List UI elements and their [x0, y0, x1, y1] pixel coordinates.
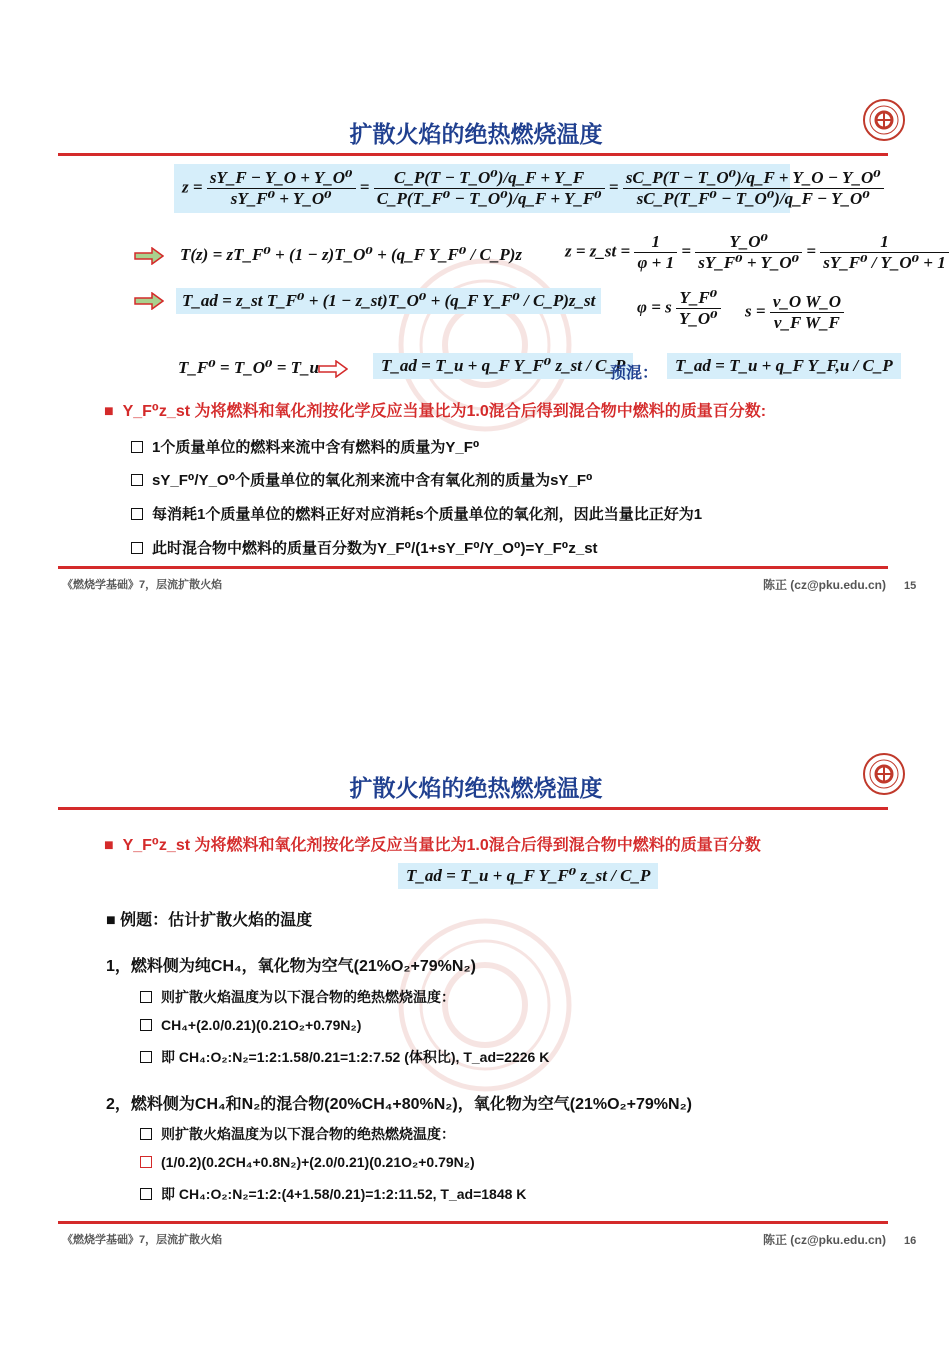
equation-premix: T_ad = T_u + q_F Y_F,u / C_P [667, 353, 901, 379]
page-number: 16 [904, 1235, 917, 1247]
bullet-square-icon: ■ [106, 912, 121, 929]
checkbox-square-icon [140, 1019, 152, 1031]
footer-divider [58, 1221, 888, 1224]
checkbox-square-icon [140, 1128, 152, 1140]
footer-author: 陈正 (cz@pku.edu.cn) [762, 578, 886, 592]
slide-16 [0, 660, 952, 1300]
slide-15 [0, 0, 952, 640]
bullet-main-statement: ■ Y_F⁰z_st 为将燃料和氧化剂按化学反应当量比为1.0混合后得到混合物中燃料的质量百分数: [104, 403, 767, 420]
list-item: 此时混合物中燃料的质量百分数为Y_F⁰/(1+sY_F⁰/Y_O⁰)=Y_F⁰z_st [131, 537, 598, 558]
page-title: 扩散火焰的绝热燃烧温度 [349, 121, 603, 147]
list-item: (1/0.2)(0.2CH₄+0.8N₂)+(2.0/0.21)(0.21O₂+0.79N₂) [140, 1154, 475, 1170]
list-item: 则扩散火焰温度为以下混合物的绝热燃烧温度： [140, 987, 455, 1007]
equation-t-of-z: T(z) = zT_F⁰ + (1 − z)T_O⁰ + (q_F Y_F⁰ / C_P)z [180, 245, 523, 264]
bullet-main-statement: ■ Y_F⁰z_st 为将燃料和氧化剂按化学反应当量比为1.0混合后得到混合物中燃料的质量百分数 [104, 837, 761, 854]
equation-t-adiabatic-simple: T_ad = T_u + q_F Y_F⁰ z_st / C_P [398, 863, 658, 889]
list-item: 每消耗1个质量单位的燃料正好对应消耗s个质量单位的氧化剂，因此当量比正好为1 [131, 503, 702, 524]
arrow-right-icon [318, 360, 348, 378]
checkbox-square-icon [131, 508, 143, 520]
arrow-right-icon [134, 292, 164, 310]
title-divider [58, 153, 888, 156]
footer-course: 《燃烧学基础》7，层流扩散火焰 [62, 1234, 223, 1246]
list-item: 即 CH₄:O₂:N₂=1:2:(4+1.58/0.21)=1:2:11.52, T_ad=1848 K [140, 1184, 526, 1204]
bullet-square-icon: ■ [104, 837, 123, 854]
list-item: 1个质量单位的燃料来流中含有燃料的质量为Y_F⁰ [131, 436, 479, 457]
checkbox-square-icon [131, 441, 143, 453]
checkbox-square-icon [131, 542, 143, 554]
case1-heading: 1，燃料侧为纯CH₄，氧化物为空气(21%O₂+79%N₂) [106, 958, 476, 975]
equation-t-adiabatic: T_ad = z_st T_F⁰ + (1 − z_st)T_O⁰ + (q_F Y_F⁰ / C_P)z_st [176, 288, 601, 314]
pku-logo-icon [862, 752, 906, 796]
equation-z-definition: z = $\frac{\text{sY\_F − Y\_O + Y\_O⁰}}{\text{sY\_F⁰ + Y\_O⁰}}$ = $\frac{\text{C\_P(T − T\_O⁰)/q\_F + Y\_F}}{\text{C\_P(T\_F⁰ − T\_O⁰)/q\_F + Y\_F⁰}}$ = $\frac{\text{sC\_P(T − T\_O⁰)/q\_F + Y\_O − Y\_O⁰}}{\text{sC\_P(T\_F⁰ − T\_O⁰)/q\_F − Y\_O⁰}}$ [174, 164, 790, 213]
equation-phi: φ = s $\frac{\text{Y\_F⁰}}{\text{Y\_O⁰}}$ [637, 288, 721, 329]
footer-divider [58, 566, 888, 569]
title-divider [58, 807, 888, 810]
equation-equal-temperatures: T_F⁰ = T_O⁰ = T_u [178, 358, 319, 377]
equation-s: s = $\frac{\text{ν\_O W\_O}}{\text{ν\_F W\_F}}$ [745, 292, 844, 333]
page-title: 扩散火焰的绝热燃烧温度 [349, 775, 603, 801]
example-heading: ■ 例题：估计扩散火焰的温度 [106, 912, 313, 929]
checkbox-square-icon [140, 1188, 152, 1200]
checkbox-square-icon [140, 1156, 152, 1168]
list-item: 则扩散火焰温度为以下混合物的绝热燃烧温度： [140, 1124, 455, 1144]
equation-z-stoich: z = z_st = $\frac{1}{\varphi + 1}$ = $\frac{\text{Y\_O⁰}}{\text{sY\_F⁰ + Y\_O⁰}}$ = $\frac{1}{\text{sY\_F⁰ / Y\_O⁰ + 1}}$ [565, 232, 949, 273]
pku-logo-icon [862, 98, 906, 142]
list-item: 即 CH₄:O₂:N₂=1:2:1.58/0.21=1:2:7.52 (体积比), T_ad=2226 K [140, 1047, 549, 1067]
footer-author: 陈正 (cz@pku.edu.cn) [762, 1233, 886, 1247]
checkbox-square-icon [131, 474, 143, 486]
checkbox-square-icon [140, 991, 152, 1003]
bullet-square-icon: ■ [104, 403, 123, 420]
checkbox-square-icon [140, 1051, 152, 1063]
list-item: CH₄+(2.0/0.21)(0.21O₂+0.79N₂) [140, 1017, 361, 1033]
list-item: sY_F⁰/Y_O⁰个质量单位的氧化剂来流中含有氧化剂的质量为sY_F⁰ [131, 469, 593, 490]
arrow-right-icon [134, 247, 164, 265]
premix-label: 预混： [610, 365, 659, 382]
equation-t-adiabatic-simple: T_ad = T_u + q_F Y_F⁰ z_st / C_P [373, 353, 633, 379]
page-number: 15 [904, 580, 917, 592]
case2-heading: 2，燃料侧为CH₄和N₂的混合物(20%CH₄+80%N₂)，氧化物为空气(21%O₂+79%N₂) [106, 1096, 693, 1113]
footer-course: 《燃烧学基础》7，层流扩散火焰 [62, 579, 223, 591]
